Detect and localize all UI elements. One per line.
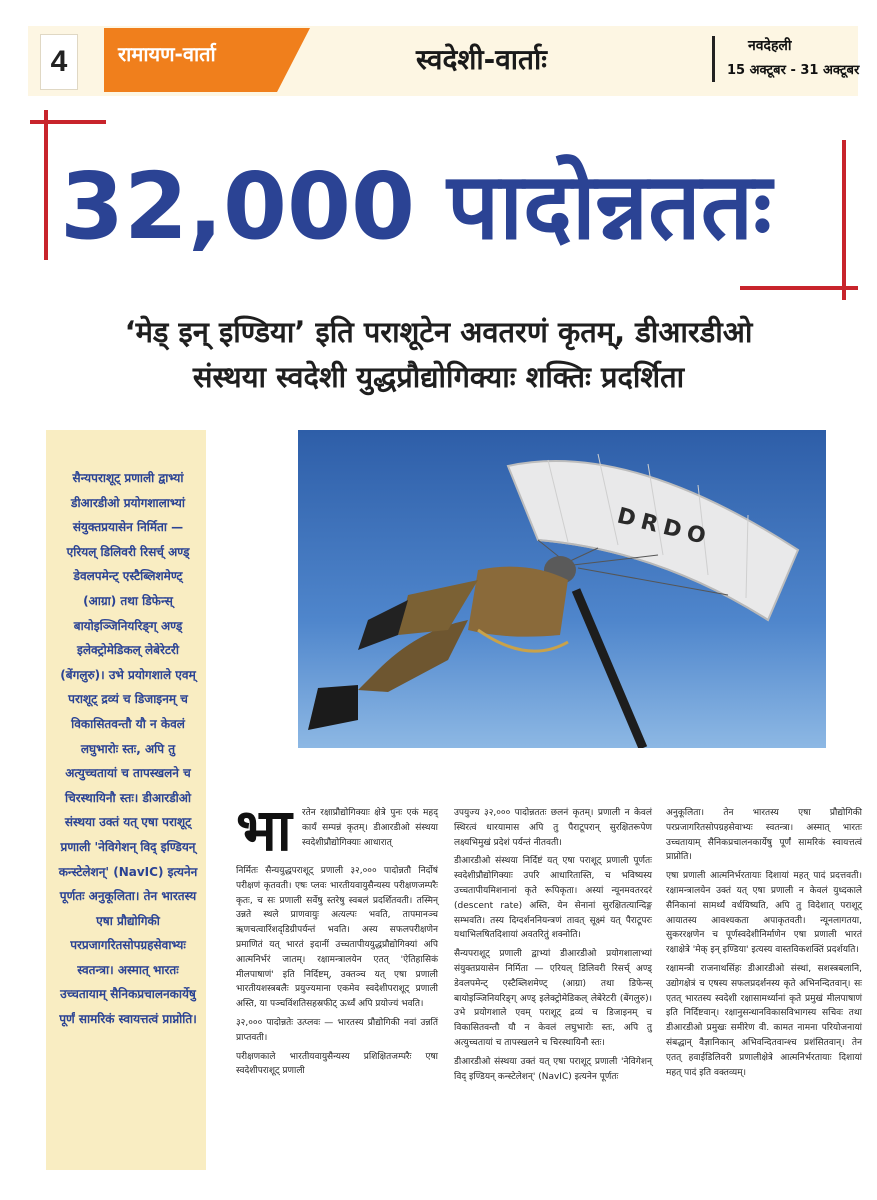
column-2 bbox=[454, 806, 652, 1088]
paragraph: उपयुज्य ३२,००० पादोन्नततः छलनं कृतम्। प्रणाली न केवलं स्थिरत्वं धारयामास अपि तु पैराटूपरान् सुरक्षितरूपेण लक्ष्यभिमुखं प्रदेशं पर्यन्तं नीतवती। bbox=[454, 808, 652, 848]
paragraph: ३२,००० पादोन्नतेः उत्प्लवः — भारतस्य प्रौद्योगिकी नवां उन्नतिं प्राप्तवती। bbox=[236, 1017, 438, 1043]
column-1-opening: रतेन रक्षाप्रौद्योगिक्याः क्षेत्रे पुनः एकं महद् कार्यं सम्पन्नं कृतम्। डीआरडीओ संस्थया स्वदेशीप्रौद्योगिक्याः आधारात् bbox=[302, 808, 438, 848]
masthead-divider bbox=[712, 36, 715, 82]
canopy-label: DRDO bbox=[614, 503, 714, 552]
paragraph: परीक्षणकाले भारतीयवायुसैन्यस्य प्रशिक्षितजम्परैः एषा स्वदेशीपराशूट् प्रणाली bbox=[236, 1051, 438, 1077]
paragraph: डीआरडीओ संस्थया उक्तं यत् एषा पराशूट् प्रणाली 'नेविगेशन् विद् इण्डियन् कन्स्टेलेशन्' (NavIC) इत्यनेन पूर्णतः bbox=[454, 1056, 652, 1082]
paragraph: निर्मितः सैन्ययुद्धपराशूट् प्रणाली ३२,००० पादोन्नतौ निर्दोषं परीक्षणं कृतवती। एषः प्लवः भारतीयवायुसैन्यस्य परीक्षणजम्परैः कृतः, च सः प्रणाली सर्वेषु स्तरेषु स्वबलं प्रदर्शितवती। तस्मिन् उन्नते स्थले प्राणवायुः अत्यल्पः भवति, तापमानञ्च ऋणचत्वारिंशद्डिग्रीपर्यन्तं भवति। अस्य सफलपरीक्षणेन प्रमाणितं यत् भारतं इदानीं उच्चतापीययुद्धप्रौद्योगिक्यां अपि आत्मनिर्भरं जातम्। रक्षामन्त्रालयेन एतत् 'ऐतिहासिकं मीलपाषाणं' इति निर्दिष्टम्, उक्तञ्च यत् एषा प्रणाली भारतीयशस्त्रबलैः प्रयुज्यमाना एकमेव स्वदेशीपराशूट् प्रणाली अस्ति, या पञ्चविंशतिसहस्रफीट् ऊर्ध्वं अपि प्रयोज्यं भवति। bbox=[236, 866, 438, 1010]
edition-city: नवदेहली bbox=[748, 38, 792, 54]
sidebar-text: सैन्यपराशूट् प्रणाली द्वाभ्यां डीआरडीओ प्रयोगशालाभ्यां संयुक्तप्रयासेन निर्मिता — एरियल् डिलिवरी रिसर्च् अण्ड् डेवलपमेन्ट् एस्टैब्लिशमेण्ट् (आग्रा) तथा डिफेन्स् बायोइञ्जिनियरिङ्ग् अण्ड् इलेक्ट्रोमेडिकल् लेबेरेटरी (बेंगलुरु)। उभे प्रयोगशाले एवम् पराशूट् द्रव्यं च डिजाइनम् च विकासितवन्तौ यौ न केवलं लघुभारोः स्तः, अपि तु अत्युच्चतायां च तापस्खलने च चिरस्थायिनौ स्तः। डीआरडीओ संस्थया उक्तं यत् एषा पराशूट् प्रणाली 'नेविगेशन् विद् इण्डियन् कन्स्टेलेशन्' (NavIC) इत्यनेन पूर्णतः अनुकूलिता। तेन भारतस्य एषा प्रौद्योगिकी परप्रजागरितसोपग्रहसेवाभ्यः स्वतन्त्रा। अस्मात् भारतः उच्चतायाम् सैनिकप्रचालनकार्येषु पूर्णं सामरिकं स्वायत्तत्वं प्राप्नोति। bbox=[58, 471, 198, 1027]
frame-corner-top-left-vertical bbox=[44, 110, 48, 260]
column-1 bbox=[236, 864, 438, 1083]
paragraph: डीआरडीओ संस्थया निर्दिष्टं यत् एषा पराशूट् प्रणाली पूर्णतः स्वदेशीप्रौद्योगिक्याः उपरि आधारितास्ति, च भविष्यस्य उच्चतापीयमिशनानां कृते रूपिकृता। अस्यां न्यूनमवतरदरं (descent rate) अस्ति, येन सेनानां सुरक्षितत्यान्दिङ्ग सम्भवति। तस्य दिग्दर्शननियन्त्रणं तावत् सूक्ष्मं यत् पैराटूपरः यथाभिलषितदिशायां अवतरितुं शक्नोति। bbox=[454, 856, 652, 941]
paragraph: रक्षामन्त्री राजनाथसिंहः डीआरडीओ संस्थां, सशस्त्रबलानि, उद्योगक्षेत्रं च एषस्य सफलप्रदर्शनस्य कृते अभिनन्दितवान्। सः एतत् भारतस्य स्वदेशी रक्षासामर्थ्यानां कृते प्रमुखं मीलपाषाणं इति निर्दिष्टवान्। रक्षानुसन्धानविकासविभागस्य सचिवः तथा डीआरडीओ प्रमुखः समीरेण वी. कामत नामना परियोजनायां संबद्धान् वैज्ञानिकान् अभिवन्दितवान्श्च प्रशंसितवान्। तेन एतत् हवाईडिलिवरी प्रणालीक्षेत्रे आत्मनिर्भरतायाः दिशायां महत् पादं इति वक्तव्यम्। bbox=[666, 963, 862, 1078]
subheadline bbox=[20, 310, 857, 400]
subheadline-line-2: संस्थया स्वदेशी युद्धप्रौद्योगिक्याः शक्तिः प्रदर्शिता bbox=[192, 360, 685, 394]
jumper-torso bbox=[468, 567, 568, 637]
paragraph: एषा प्रणाली आत्मनिर्भरतायाः दिशायां महत् पादं प्रदत्तवती। रक्षामन्त्रालयेन उक्तं यत् एषा प्रणाली न केवलं युध्दकाले सैनिकानां सामर्थ्यं वर्धयिष्यति, अपि तु विदेशात् पराशूट् आयातस्य आवश्यकता अपाकृतवती। न्यूनलागतया, सुकररक्षणेन च पूर्णस्वदेशीनिर्माणेन एषा प्रणाली भारतं रक्षाक्षेत्रे 'मेक् इन् इण्डिया' इत्यस्य वास्तविकशक्तिं प्रदर्शयति। bbox=[666, 871, 862, 956]
section-label: रामायण-वार्ता bbox=[118, 42, 216, 66]
edition-dates: 15 अक्टूबर - 31 अक्टूबर bbox=[727, 63, 860, 78]
paragraph: सैन्यपराशूट् प्रणाली द्वाभ्यां डीआरडीओ प्रयोगशालाभ्यां संयुक्तप्रयासेन निर्मिता — एरियल् डिलिवरी रिसर्च् अण्ड् डेवलपमेन्ट् एस्टैब्लिशमेण्ट् (आग्रा) तथा डिफेन्स् बायोइञ्जिनियरिङ्ग् अण्ड् इलेक्ट्रोमेडिकल् लेबेरेटरी (बेंगलुरु)। उभे प्रयोगशाले एवम् पराशूट् द्रव्यं च डिजाइनम् च विकासितवन्तौ यौ न केवलं लघुभारोः स्तः, अपि तु अत्युच्चतायां च तापस्खलने च चिरस्थायिनौ स्तः। bbox=[454, 949, 652, 1048]
subheadline-line-1: ‘मेड् इन् इण्डिया’ इति पराशूटेन अवतरणं कृतम्, डीआरडीओ bbox=[124, 315, 753, 349]
frame-corner-bottom-right bbox=[740, 286, 858, 290]
drop-cap: भा bbox=[236, 796, 292, 864]
paragraph: अनुकूलिता। तेन भारतस्य एषा प्रौद्योगिकी परप्रजागरितसोपग्रहसेवाभ्यः स्वतन्त्रा। अस्मात् भारतः उच्चतायाम् सैनिकप्रचालनकार्येषु पूर्णं सामरिकं स्वायत्तत्वं प्राप्नोति। bbox=[666, 808, 862, 863]
parachute-photo bbox=[298, 430, 826, 748]
column-3 bbox=[666, 806, 862, 1084]
headline: 32,000 पादोन्नततः bbox=[60, 153, 772, 260]
magazine-title: स्वदेशी-वार्ताः bbox=[416, 43, 547, 76]
page-number: 4 bbox=[40, 34, 78, 90]
frame-corner-top-left bbox=[30, 120, 106, 124]
